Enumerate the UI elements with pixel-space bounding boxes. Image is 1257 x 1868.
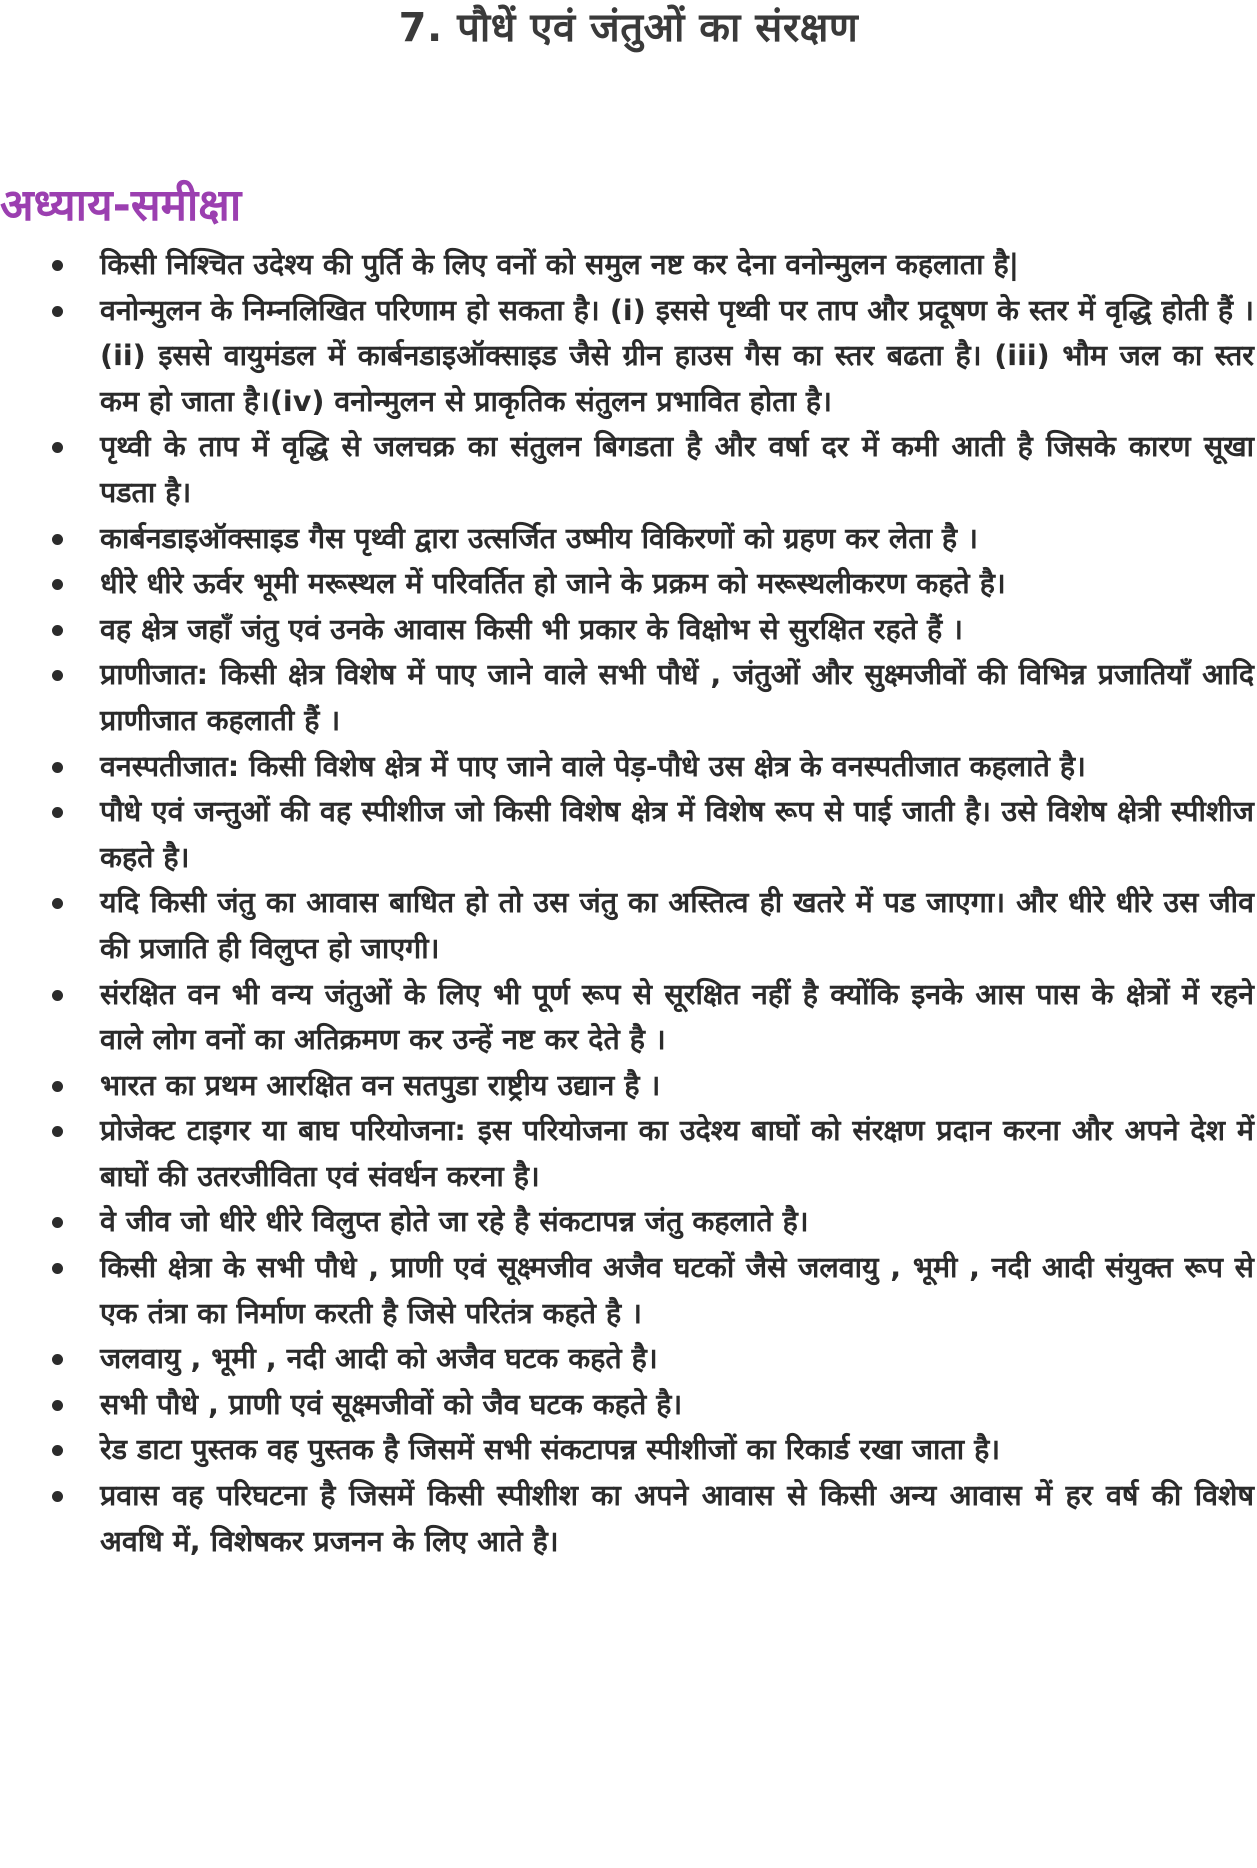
point-text: वे जीव जो धीरे धीरे विलुप्त होते जा रहे है संकटापन्न जंतु कहलाते है।	[100, 1204, 809, 1239]
bullet-icon	[52, 807, 63, 818]
bullet-icon	[52, 579, 63, 590]
point-text: संरक्षित वन भी वन्य जंतुओं के लिए भी पूर्ण रूप से सूरक्षित नहीं है क्योंकि इनके आस पास के क्षेत्रों में रहने वाले लोग वनों का अतिक्रमण कर उन्हें नष्ट कर देते है ।	[100, 976, 1254, 1057]
summary-point-9	[48, 789, 1254, 880]
bullet-icon	[52, 442, 63, 453]
summary-point-8	[48, 744, 1254, 790]
point-text: किसी क्षेत्रा के सभी पौधे , प्राणी एवं सूक्ष्मजीव अजैव घटकों जैसे जलवायु , भूमी , नदी आदी संयुक्त रूप से एक तंत्रा का निर्माण करती है जिसे परितंत्र कहते है ।	[100, 1250, 1254, 1330]
summary-point-18	[48, 1427, 1254, 1473]
summary-point-13	[48, 1108, 1254, 1199]
summary-point-17	[48, 1382, 1254, 1428]
summary-points-list	[48, 242, 1254, 1564]
point-text: वनोन्मुलन के निम्नलिखित परिणाम हो सकता है। (i) इससे पृथ्वी पर ताप और प्रदूषण के स्तर में वृद्धि होती हैं । (ii) इससे वायुमंडल में कार्बनडाइऑक्साइड जैसे ग्रीन हाउस गैस का स्तर बढता है। (iii) भौम जल का स्तर कम हो जाता है।(iv) वनोन्मुलन से प्राकृतिक संतुलन प्रभावित होता है।	[100, 292, 1254, 418]
summary-point-5	[48, 561, 1254, 607]
point-text: वह क्षेत्र जहाँ जंतु एवं उनके आवास किसी भी प्रकार के विक्षोभ से सुरक्षित रहते हैं ।	[100, 611, 963, 646]
summary-point-16	[48, 1336, 1254, 1382]
point-text: किसी निश्चित उदेश्य की पुर्ति के लिए वनों को समुल नष्ट कर देना वनोन्मुलन कहलाता है|	[100, 247, 1020, 281]
summary-point-1	[48, 242, 1254, 288]
section-heading: अध्याय-समीक्षा	[0, 180, 242, 231]
point-text: यदि किसी जंतु का आवास बाधित हो तो उस जंतु का अस्तित्व ही खतरे में पड जाएगा। और धीरे धीरे उस जीव की प्रजाति ही विलुप्त हो जाएगी।	[100, 885, 1254, 965]
summary-point-12	[48, 1063, 1254, 1109]
point-text: प्रोजेक्ट टाइगर या बाघ परियोजना: इस परियोजना का उदेश्य बाघों को संरक्षण प्रदान करना और अपने देश में बाघों की उतरजीविता एवं संवर्धन करना है।	[100, 1113, 1254, 1193]
bullet-icon	[52, 898, 63, 909]
point-text: भारत का प्रथम आरक्षित वन सतपुडा राष्ट्रीय उद्यान है ।	[100, 1067, 661, 1102]
summary-point-7	[48, 652, 1254, 743]
summary-point-15	[48, 1245, 1254, 1336]
point-text: कार्बनडाइऑक्साइड गैस पृथ्वी द्वारा उत्सर्जित उष्मीय विकिरणों को ग्रहण कर लेता है ।	[100, 520, 978, 555]
point-text: रेड डाटा पुस्तक वह पुस्तक है जिसमें सभी संकटापन्न स्पीशीजों का रिकार्ड रखा जाता है।	[100, 1432, 1001, 1467]
bullet-icon	[52, 990, 63, 1001]
point-text: वनस्पतीजात: किसी विशेष क्षेत्र में पाए जाने वाले पेड़-पौधे उस क्षेत्र के वनस्पतीजात कहलाते है।	[100, 748, 1086, 783]
point-text: पृथ्वी के ताप में वृद्धि से जलचक्र का संतुलन बिगडता है और वर्षा दर में कमी आती है जिसके कारण सूखा पडता है।	[100, 429, 1254, 509]
bullet-icon	[52, 625, 63, 636]
summary-point-14	[48, 1199, 1254, 1245]
bullet-icon	[52, 260, 63, 271]
summary-point-11	[48, 972, 1254, 1063]
bullet-icon	[52, 762, 63, 773]
bullet-icon	[52, 1217, 63, 1228]
point-text: जलवायु , भूमी , नदी आदी को अजैव घटक कहते है।	[100, 1341, 658, 1376]
bullet-icon	[52, 1491, 63, 1502]
point-text: प्रवास वह परिघटना है जिसमें किसी स्पीशीश का अपने आवास से किसी अन्य आवास में हर वर्ष की विशेष अवधि में, विशेषकर प्रजनन के लिए आते है।	[100, 1478, 1254, 1558]
point-text: प्राणीजात: किसी क्षेत्र विशेष में पाए जाने वाले सभी पौधें , जंतुओं और सुक्ष्मजीवों की विभिन्न प्रजातियाँ आदि प्राणीजात कहलाती हैं ।	[100, 657, 1254, 737]
summary-point-2	[48, 288, 1254, 425]
point-text: पौधे एवं जन्तुओं की वह स्पीशीज जो किसी विशेष क्षेत्र में विशेष रूप से पाई जाती है। उसे विशेष क्षेत्री स्पीशीज कहते है।	[100, 794, 1254, 874]
bullet-icon	[52, 1081, 63, 1092]
bullet-icon	[52, 1354, 63, 1365]
bullet-icon	[52, 670, 63, 681]
summary-point-4	[48, 516, 1254, 562]
bullet-icon	[52, 1263, 63, 1274]
summary-point-6	[48, 607, 1254, 653]
point-text: सभी पौधे , प्राणी एवं सूक्ष्मजीवों को जैव घटक कहते है।	[100, 1386, 683, 1421]
bullet-icon	[52, 534, 63, 545]
chapter-title: 7. पौधें एवं जंतुओं का संरक्षण	[398, 5, 859, 51]
bullet-icon	[52, 1400, 63, 1411]
summary-point-19	[48, 1473, 1254, 1564]
bullet-icon	[52, 306, 63, 317]
summary-point-3	[48, 424, 1254, 515]
point-text: धीरे धीरे ऊर्वर भूमी मरूस्थल में परिवर्तित हो जाने के प्रक्रम को मरूस्थलीकरण कहते है।	[100, 566, 1006, 601]
bullet-icon	[52, 1126, 63, 1137]
summary-point-10	[48, 880, 1254, 971]
bullet-icon	[52, 1445, 63, 1456]
